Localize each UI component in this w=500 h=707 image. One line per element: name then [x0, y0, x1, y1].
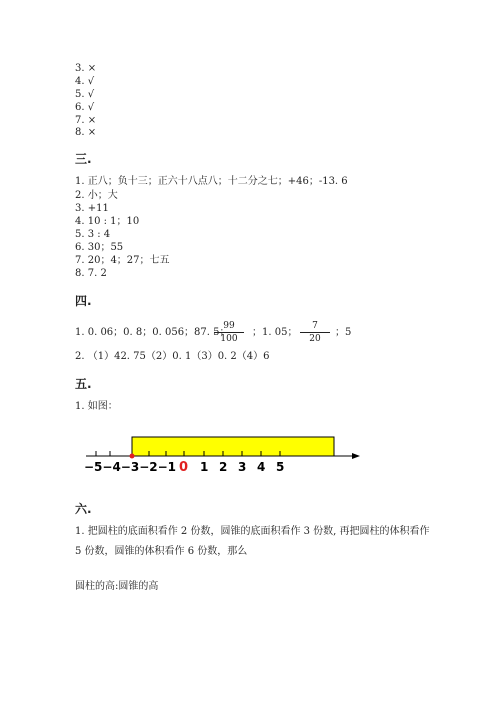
answer-line-part: 1. 0. 06；0. 8；0. 056；87. 5； — [75, 327, 230, 338]
answer-line-part: ；1. 05； — [252, 327, 298, 338]
answer-line-part: ；5 — [335, 327, 352, 338]
section-heading-3: 三. — [75, 152, 92, 166]
number-line-figure — [70, 430, 370, 476]
fraction-numerator: 7 — [300, 321, 330, 333]
tick-label: 4 — [257, 460, 266, 474]
answer-line: 1. 如图： — [75, 401, 118, 412]
fraction-denominator: 20 — [309, 334, 321, 344]
answer-line: 7. × — [75, 115, 97, 126]
answer-line: 3. × — [75, 63, 97, 74]
answer-line: 5. √ — [75, 89, 95, 100]
fraction — [300, 321, 330, 344]
axis-arrow-icon — [352, 453, 360, 459]
fraction-denominator: 100 — [220, 334, 238, 344]
answer-line: 2. 小；大 — [75, 190, 118, 201]
answer-line: 6. 30；55 — [75, 242, 124, 253]
section-heading-5: 五. — [75, 377, 92, 391]
answer-line: 4. √ — [75, 76, 95, 87]
answer-line: 1. 把圆柱的底面积看作 2 份数，圆锥的底面积看作 3 份数, 再把圆柱的体积看作 — [75, 526, 430, 537]
fraction — [214, 321, 244, 344]
answer-line: 8. 7. 2 — [75, 268, 107, 279]
answer-line: 圆柱的高:圆锥的高 — [75, 581, 159, 592]
answer-line: 6. √ — [75, 102, 95, 113]
answer-line: 5. 3 : 4 — [75, 229, 111, 240]
answer-line: 4. 10 : 1；10 — [75, 216, 140, 227]
answer-line: 1. 正八；负十三；正六十八点八；十二分之七；+46；-13. 6 — [75, 176, 348, 187]
tick-label: 1 — [200, 460, 209, 474]
answer-line: 3. +11 — [75, 203, 109, 214]
negative-labels: −5−4−3−2−1 — [84, 460, 177, 474]
answer-line: 2. （1）42. 75（2）0. 1（3）0. 2（4）6 — [75, 351, 270, 362]
tick-label: 2 — [219, 460, 228, 474]
tick-label: 3 — [238, 460, 247, 474]
section-heading-4: 四. — [75, 294, 92, 308]
highlight-bar — [132, 437, 334, 456]
start-point — [130, 454, 135, 459]
zero-label: 0 — [179, 460, 189, 475]
fraction-numerator: 99 — [214, 321, 244, 333]
section-heading-6: 六. — [75, 502, 92, 516]
answer-line: 8. × — [75, 127, 97, 138]
answer-line: 7. 20；4；27；七五 — [75, 255, 170, 266]
tick-label: 5 — [276, 460, 285, 474]
answer-line: 5 份数，圆锥的体积看作 6 份数，那么 — [75, 546, 248, 557]
